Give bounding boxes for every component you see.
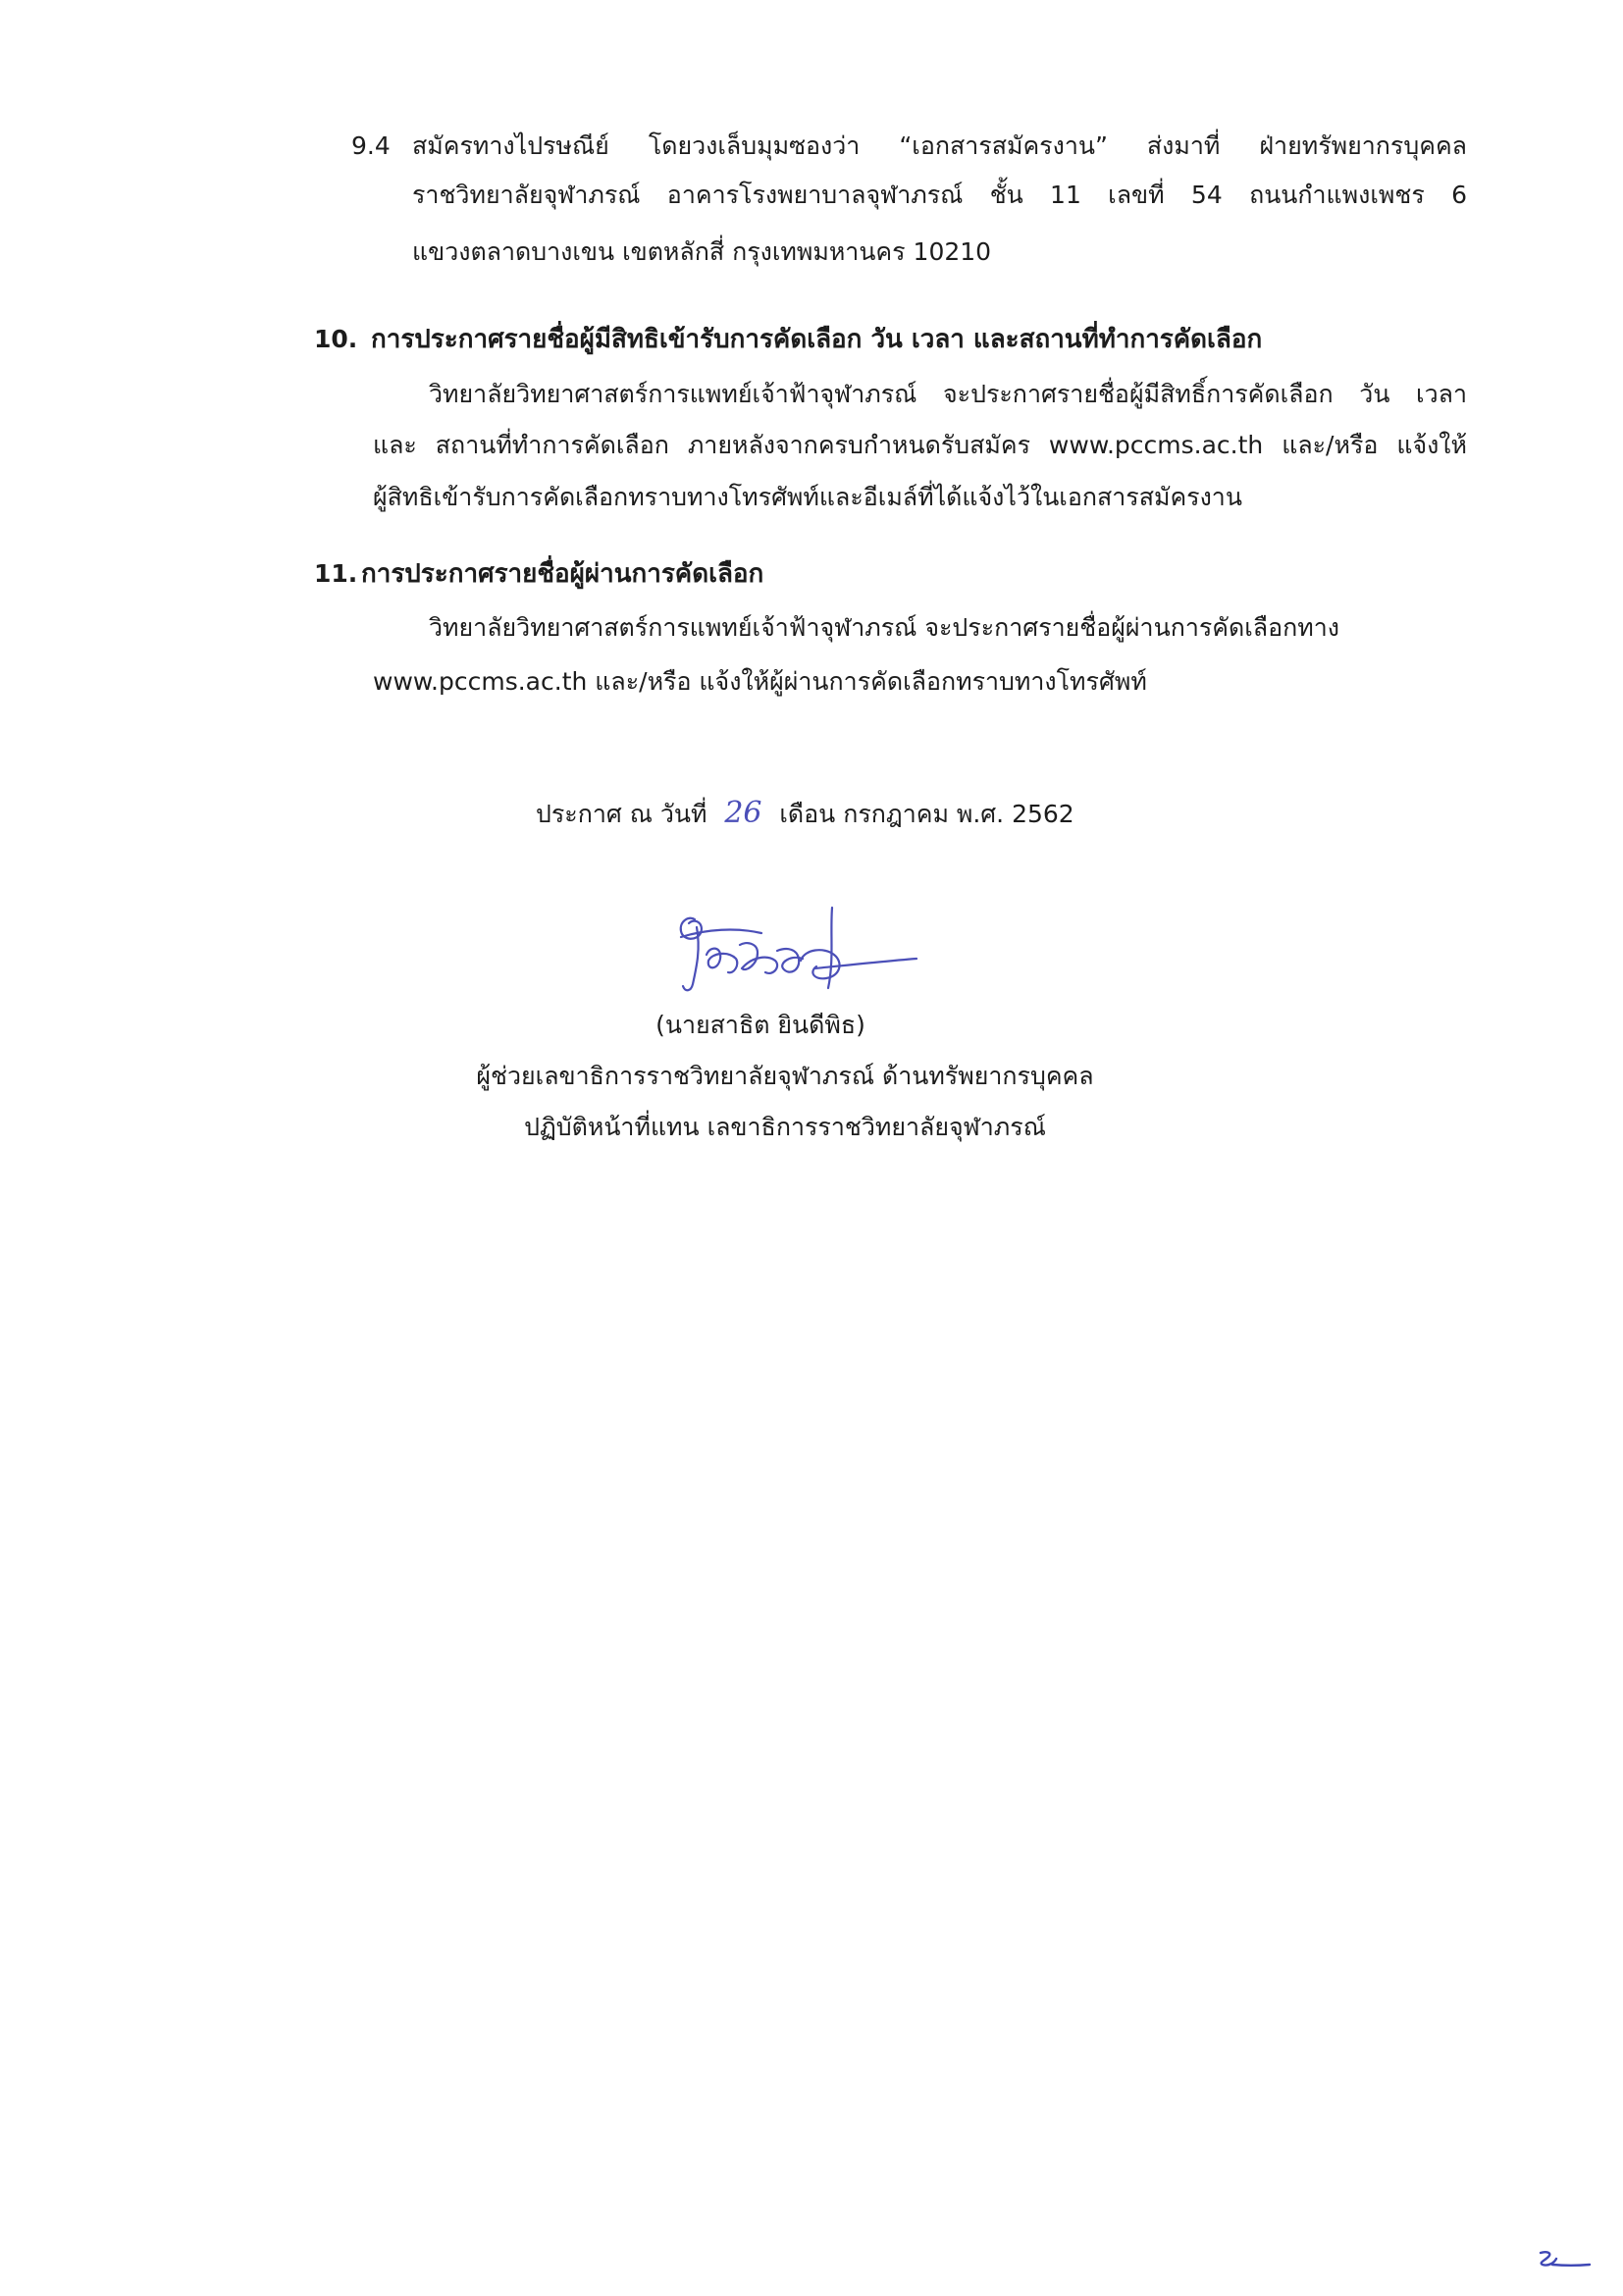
section-11-line-1: วิทยาลัยวิทยาศาสตร์การแพทย์เจ้าฟ้าจุฬาภรณ์ จะประกาศรายชื่อผู้ผ่านการคัดเลือกทาง	[429, 613, 1339, 642]
initial-mark-icon	[1535, 2247, 1594, 2270]
section-10-line-2: และ สถานที่ทำการคัดเลือก ภายหลังจากครบกำหนดรับสมัคร www.pccms.ac.th และ/หรือ แจ้งให้	[373, 431, 1467, 459]
section-11-line-2: www.pccms.ac.th และ/หรือ แจ้งให้ผู้ผ่านการคัดเลือกทราบทางโทรศัพท์	[373, 667, 1147, 696]
section-9-4-line-1: สมัครทางไปรษณีย์ โดยวงเล็บมุมซองว่า “เอกสารสมัครงาน” ส่งมาที่ ฝ่ายทรัพยากรบุคคล	[412, 131, 1467, 160]
section-10-line-1: วิทยาลัยวิทยาศาสตร์การแพทย์เจ้าฟ้าจุฬาภรณ์ จะประกาศรายชื่อผู้มีสิทธิ์การคัดเลือก วัน เวลา	[429, 380, 1467, 408]
section-11-heading: การประกาศรายชื่อผู้ผ่านการคัดเลือก	[361, 559, 764, 589]
section-9-4-line-2: ราชวิทยาลัยจุฬาภรณ์ อาคารโรงพยาบาลจุฬาภรณ์ ชั้น 11 เลขที่ 54 ถนนกำแพงเพชร 6	[412, 181, 1467, 209]
signer-title-1: ผู้ช่วยเลขาธิการราชวิทยาลัยจุฬาภรณ์ ด้านทรัพยากรบุคคล	[476, 1062, 1094, 1090]
announcement-prefix: ประกาศ ณ วันที่	[536, 800, 707, 828]
signer-name: (นายสาธิต ยินดีพิธ)	[655, 1011, 865, 1039]
section-10-line-3: ผู้สิทธิเข้ารับการคัดเลือกทราบทางโทรศัพท์และอีเมล์ที่ได้แจ้งไว้ในเอกสารสมัครงาน	[373, 483, 1242, 511]
section-9-4-number: 9.4	[351, 131, 391, 160]
section-10-heading: การประกาศรายชื่อผู้มีสิทธิเข้ารับการคัดเลือก วัน เวลา และสถานที่ทำการคัดเลือก	[371, 325, 1263, 354]
announcement-day-handwritten: 26	[724, 796, 762, 830]
section-10-number: 10.	[314, 325, 358, 353]
section-11-number: 11.	[314, 559, 358, 588]
announcement-suffix: เดือน กรกฎาคม พ.ศ. 2562	[779, 800, 1074, 828]
section-9-4-line-3: แขวงตลาดบางเขน เขตหลักสี่ กรุงเทพมหานคร 10210	[412, 237, 992, 266]
signature-image	[667, 898, 922, 1006]
announcement-date	[536, 797, 1074, 831]
signer-title-2: ปฏิบัติหน้าที่แทน เลขาธิการราชวิทยาลัยจุฬาภรณ์	[524, 1113, 1046, 1141]
